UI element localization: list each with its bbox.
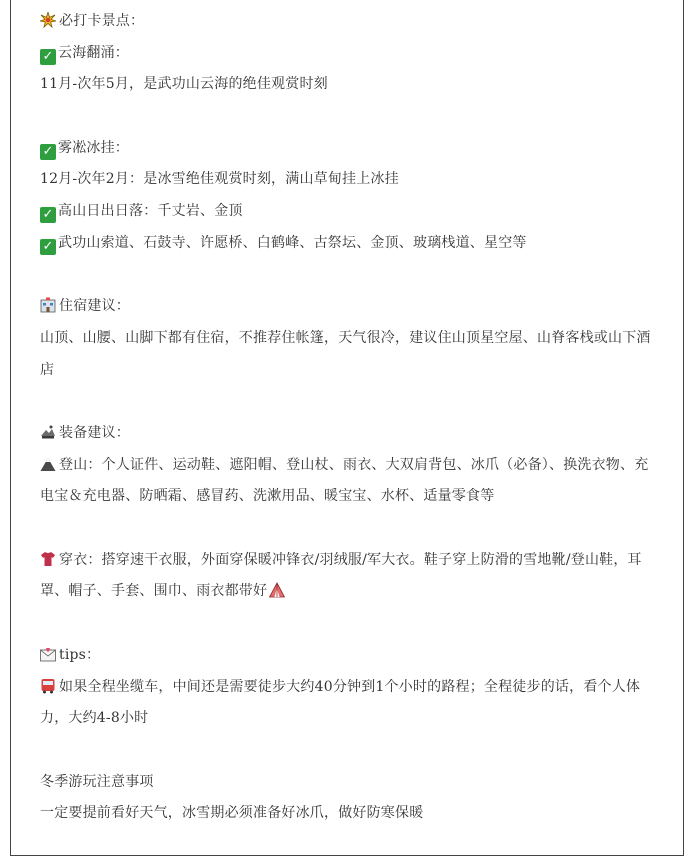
hiking-icon xyxy=(40,424,56,440)
check-mark-icon: ✓ xyxy=(40,207,56,223)
clothing-text xyxy=(40,545,658,608)
spacer xyxy=(40,260,658,292)
rime-title-text: 雾凇冰挂： xyxy=(58,139,129,156)
rime-desc: 12月-次年2月：是冰雪绝佳观赏时刻，满山草甸挂上冰挂 xyxy=(40,171,399,188)
bus-icon xyxy=(40,678,56,694)
gear-text xyxy=(40,450,658,513)
winter-heading: 冬季游玩注意事项 xyxy=(40,773,154,790)
lodging-heading-text: 住宿建议： xyxy=(59,298,130,315)
sunrise-text: 高山日出日落：千丈岩、金顶 xyxy=(58,203,243,220)
lodging-heading xyxy=(40,291,658,323)
must-visit-heading-text: 必打卡景点： xyxy=(59,13,145,29)
sunrise-line xyxy=(40,196,658,228)
tent-icon xyxy=(269,582,285,598)
spacer xyxy=(40,735,658,767)
tips-text xyxy=(40,672,658,735)
hotel-icon xyxy=(40,297,56,313)
gear-heading xyxy=(40,418,658,450)
check-mark-icon: ✓ xyxy=(40,144,56,160)
sea-of-clouds-title xyxy=(40,38,658,70)
lodging-text: 山顶、山腰、山脚下都有住宿，不推荐住帐篷，天气很冷，建议住山顶星空屋、山脊客栈或山下酒店 xyxy=(40,329,651,378)
mountain-icon xyxy=(40,457,56,472)
must-visit-heading xyxy=(40,6,658,38)
envelope-icon xyxy=(40,648,56,662)
sparkle-icon xyxy=(40,12,56,28)
clothing-text-body: 穿衣：搭穿速干衣服，外面穿保暖冲锋衣/羽绒服/军大衣。鞋子穿上防滑的雪地靴/登山鞋，耳罩、帽子、手套、围巾、雨衣都带好 xyxy=(40,551,642,600)
check-mark-icon: ✓ xyxy=(40,49,56,65)
tips-text-body: 如果全程坐缆车，中间还是需要徒步大约40分钟到1个小时的路程；全程徒步的话，看个人体力，大约4-8小时 xyxy=(40,678,641,727)
rime-title xyxy=(40,133,658,165)
tips-heading-text: tips： xyxy=(59,646,101,663)
shirt-icon xyxy=(40,551,56,567)
spacer xyxy=(40,386,658,418)
winter-text: 一定要提前看好天气，冰雪期必须准备好冰爪，做好防寒保暖 xyxy=(40,805,424,822)
tips-heading xyxy=(40,640,658,672)
spacer xyxy=(40,101,658,133)
spacer xyxy=(40,513,658,545)
spacer xyxy=(40,608,658,640)
sea-of-clouds-desc: 11月-次年5月，是武功山云海的绝佳观赏时刻 xyxy=(40,76,328,93)
spots-text: 武功山索道、石鼓寺、许愿桥、白鹤峰、古祭坛、金顶、玻璃栈道、星空等 xyxy=(58,234,527,251)
gear-text-body: 登山：个人证件、运动鞋、遮阳帽、登山杖、雨衣、大双肩背包、冰爪（必备）、换洗衣物、充电宝＆充电器、防晒霜、感冒药、洗漱用品、暖宝宝、水杯、适量零食等 xyxy=(40,456,649,505)
article-content xyxy=(40,6,658,830)
sea-of-clouds-title-text: 云海翻涌： xyxy=(58,44,129,61)
spots-line xyxy=(40,228,658,260)
check-mark-icon: ✓ xyxy=(40,239,56,255)
gear-heading-text: 装备建议： xyxy=(59,424,130,441)
